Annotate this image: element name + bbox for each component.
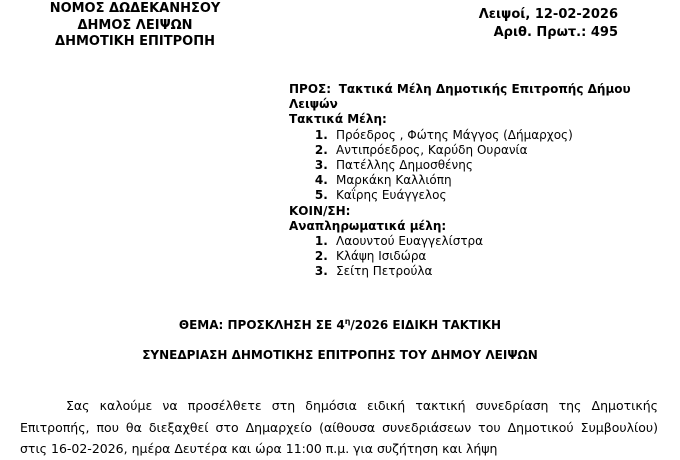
list-item: 1. Πρόεδρος , Φώτης Μάγγος (Δήμαρχος)	[332, 128, 669, 143]
subject-suffix: /2026 ΕΙΔΙΚΗ ΤΑΚΤΙΚΗ	[350, 318, 502, 332]
list-item: 3. Σείτη Πετρούλα	[332, 264, 669, 279]
subject-line-1	[0, 318, 680, 332]
list-item: 1. Λαουντού Ευαγγελίστρα	[332, 234, 669, 249]
subject-line-2: ΣΥΝΕΔΡΙΑΣΗ ΔΗΜΟΤΙΚΗΣ ΕΠΙΤΡΟΠΗΣ ΤΟΥ ΔΗΜΟΥ ΛΕΙΨΩΝ	[142, 348, 538, 362]
to-text: Τακτικά Μέλη Δημοτικής Επιτροπής Δήμου Λειψών	[289, 82, 631, 112]
cc-label: ΚΟΙΝ/ΣΗ:	[289, 203, 351, 218]
list-item: 3. Πατέλλης Δημοσθένης	[332, 158, 669, 173]
issuer-municipality: ΔΗΜΟΣ ΛΕΙΨΩΝ	[77, 17, 193, 33]
to-label: ΠΡΟΣ:	[289, 82, 332, 96]
subject-ordinal: η	[344, 317, 351, 326]
substitute-members-list	[289, 234, 669, 280]
list-item: 2. Αντιπρόεδρος, Καρύδη Ουρανία	[332, 143, 669, 158]
to-line	[289, 82, 669, 112]
issuer-prefecture: ΝΟΜΟΣ ΔΩΔΕΚΑΝΗΣΟΥ	[49, 1, 221, 16]
issuer-header	[30, 0, 240, 51]
list-item: 4. Μαρκάκη Καλλιόπη	[332, 173, 669, 188]
list-item: 2. Κλάψη Ισιδώρα	[332, 249, 669, 264]
issuer-committee: ΔΗΜΟΤΙΚΗ ΕΠΙΤΡΟΠΗ	[55, 34, 215, 49]
list-item: 5. Καΐρης Ευάγγελος	[332, 188, 669, 203]
subject-prefix: ΘΕΜΑ: ΠΡΟΣΚΛΗΣΗ ΣΕ 4	[178, 318, 345, 332]
recipients-block	[289, 82, 669, 280]
substitute-members-label: Αναπληρωματικά μέλη:	[289, 218, 447, 233]
protocol-number: Αριθ. Πρωτ.: 495	[493, 25, 618, 40]
regular-members-label: Τακτικά Μέλη:	[289, 112, 387, 127]
place-date: Λειψοί, 12-02-2026	[478, 7, 618, 22]
invitation-paragraph: Σας καλούμε να προσέλθετε στη δημόσια ειδική τακτική συνεδρίαση της Δημοτικής Επιτροπής, που θα διεξαχθεί στο Δημαρχείο (αίθουσα συνεδριάσεων του Δημοτικού Συμβουλίου) στις 16-02-2026, ημέρα Δευτέρα και ώρα 11:00 π.μ. για συζήτηση και λήψη	[20, 398, 658, 456]
regular-members-list	[289, 128, 669, 204]
document-meta	[468, 6, 618, 42]
